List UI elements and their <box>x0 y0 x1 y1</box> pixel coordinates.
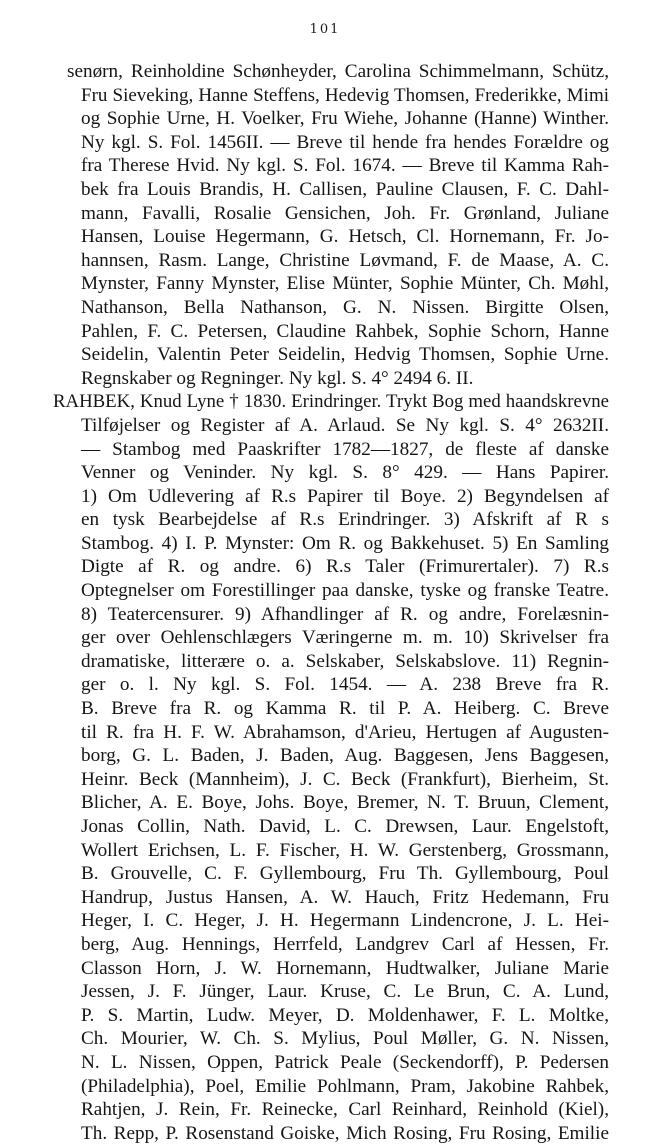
page-number: 101 <box>309 22 341 37</box>
text-line: Seidelin, Valentin Peter Seidelin, Hedvig Thomsen, Sophie Urne. <box>81 344 609 366</box>
text-line: dramatiske, litterære o. a. Selskaber, Selskabslove. 11) Regnin- <box>81 650 609 672</box>
text-line: Regnskaber og Regninger. Ny kgl. S. 4° 2494 6. II. <box>81 367 474 389</box>
text-line: Nathanson, Bella Nathanson, G. N. Nissen. Birgitte Olsen, <box>81 296 609 318</box>
text-line: Ny kgl. S. Fol. 1456II. — Breve til hende fra hendes Forældre og <box>81 131 609 153</box>
text-line: Ch. Mourier, W. Ch. S. Mylius, Poul Møller, G. N. Nissen, <box>81 1028 609 1050</box>
text-line: Hansen, Louise Hegermann, G. Hetsch, Cl. Hornemann, Fr. Jo- <box>81 226 609 248</box>
text-line: ger over Oehlenschlægers Væringerne m. m. 10) Skrivelser fra <box>81 627 609 649</box>
text-line: Jonas Collin, Nath. David, L. C. Drewsen, Laur. Engelstoft, <box>81 816 609 837</box>
text-line: Tilføjelser og Register af A. Arlaud. Se Ny kgl. S. 4° 2632II. <box>81 414 609 436</box>
text-line: B. Breve fra R. og Kamma R. til P. A. Heiberg. C. Breve <box>81 698 609 720</box>
text-line: 8) Teatercensurer. 9) Afhandlinger af R. og andre, Forelæsnin- <box>81 603 609 625</box>
text-line: Rahtjen, J. Rein, Fr. Reinecke, Carl Reinhard, Reinhold (Kiel), <box>81 1099 609 1121</box>
paragraph-2 <box>53 390 609 1145</box>
text-line: fra Therese Hvid. Ny kgl. S. Fol. 1674. — Breve til Kamma Rah- <box>81 155 609 177</box>
text-line: — Stambog med Paaskrifter 1782—1827, de fleste af danske <box>81 438 609 460</box>
text-line: bek fra Louis Brandis, H. Callisen, Pauline Clausen, F. C. Dahl- <box>81 178 609 200</box>
paragraph-1 <box>67 60 609 390</box>
text-line: Optegnelser om Forestillinger paa danske, tyske og franske Teatre. <box>81 580 609 602</box>
text-line: hannsen, Rasm. Lange, Christine Løvmand, F. de Maase, A. C. <box>81 249 609 271</box>
text-line: Mynster, Fanny Mynster, Elise Münter, Sophie Münter, Ch. Møhl, <box>81 273 609 295</box>
text-line: borg, G. L. Baden, J. Baden, Aug. Baggesen, Jens Baggesen, <box>81 745 609 767</box>
text-line: N. L. Nissen, Oppen, Patrick Peale (Seckendorff), P. Pedersen <box>81 1051 609 1073</box>
text-line: ger o. l. Ny kgl. S. Fol. 1454. — A. 238 Breve fra R. <box>81 674 609 696</box>
text-line: Th. Repp, P. Rosenstand Goiske, Mich Rosing, Fru Rosing, Emilie <box>81 1122 609 1144</box>
text-line: Blicher, A. E. Boye, Johs. Boye, Bremer, N. T. Bruun, Clement, <box>81 792 609 814</box>
text-line: B. Grouvelle, C. F. Gyllembourg, Fru Th. Gyllembourg, Poul <box>81 863 609 885</box>
text-line: Fru Sieveking, Hanne Steffens, Hedevig Thomsen, Frederikke, Mimi <box>81 84 609 106</box>
text-line: 1) Om Udlevering af R.s Papirer til Boye. 2) Begyndelsen af <box>81 485 609 507</box>
text-line: Heger, I. C. Heger, J. H. Hegermann Lindencrone, J. L. Hei- <box>81 910 609 932</box>
text-line: berg, Aug. Hennings, Herrfeld, Landgrev Carl af Hessen, Fr. <box>81 933 609 955</box>
text-line: Venner og Veninder. Ny kgl. S. 8° 429. — Hans Papirer. <box>81 462 609 484</box>
text-line: Digte af R. og andre. 6) R.s Taler (Frimurertaler). 7) R.s <box>81 556 609 578</box>
text-line: til R. fra H. F. W. Abrahamson, d'Arieu, Hertugen af Augusten- <box>81 721 609 743</box>
body-text <box>53 60 609 1145</box>
text-line: Pahlen, F. C. Petersen, Claudine Rahbek, Sophie Schorn, Hanne <box>81 320 609 342</box>
text-line: Wollert Erichsen, L. F. Fischer, H. W. Gerstenberg, Grossmann, <box>81 839 609 861</box>
text-line: Classon Horn, J. W. Hornemann, Hudtwalker, Juliane Marie <box>81 957 609 979</box>
text-line: senørn, Reinholdine Schønheyder, Carolina Schimmelmann, Schütz, <box>67 61 609 82</box>
text-line: RAHBEK, Knud Lyne † 1830. Erindringer. Trykt Bog med haandskrevne <box>53 391 609 413</box>
text-line: Stambog. 4) I. P. Mynster: Om R. og Bakkehuset. 5) En Samling <box>81 532 609 554</box>
text-line: (Philadelphia), Poel, Emilie Pohlmann, Pram, Jakobine Rahbek, <box>81 1075 609 1097</box>
text-line: Heinr. Beck (Mannheim), J. C. Beck (Frankfurt), Bierheim, St. <box>81 768 609 790</box>
text-line: P. S. Martin, Ludw. Meyer, D. Moldenhawer, F. L. Moltke, <box>81 1004 609 1026</box>
text-line: og Sophie Urne, H. Voelker, Fru Wiehe, Johanne (Hanne) Winther. <box>81 108 609 130</box>
text-line: Jessen, J. F. Jünger, Laur. Kruse, C. Le Brun, C. A. Lund, <box>81 981 609 1003</box>
text-line: Handrup, Justus Hansen, A. W. Hauch, Fritz Hedemann, Fru <box>81 886 609 908</box>
text-line: mann, Favalli, Rosalie Gensichen, Joh. Fr. Grønland, Juliane <box>81 202 609 224</box>
text-line: en tysk Bearbejdelse af R.s Erindringer. 3) Afskrift af R s <box>81 509 609 531</box>
